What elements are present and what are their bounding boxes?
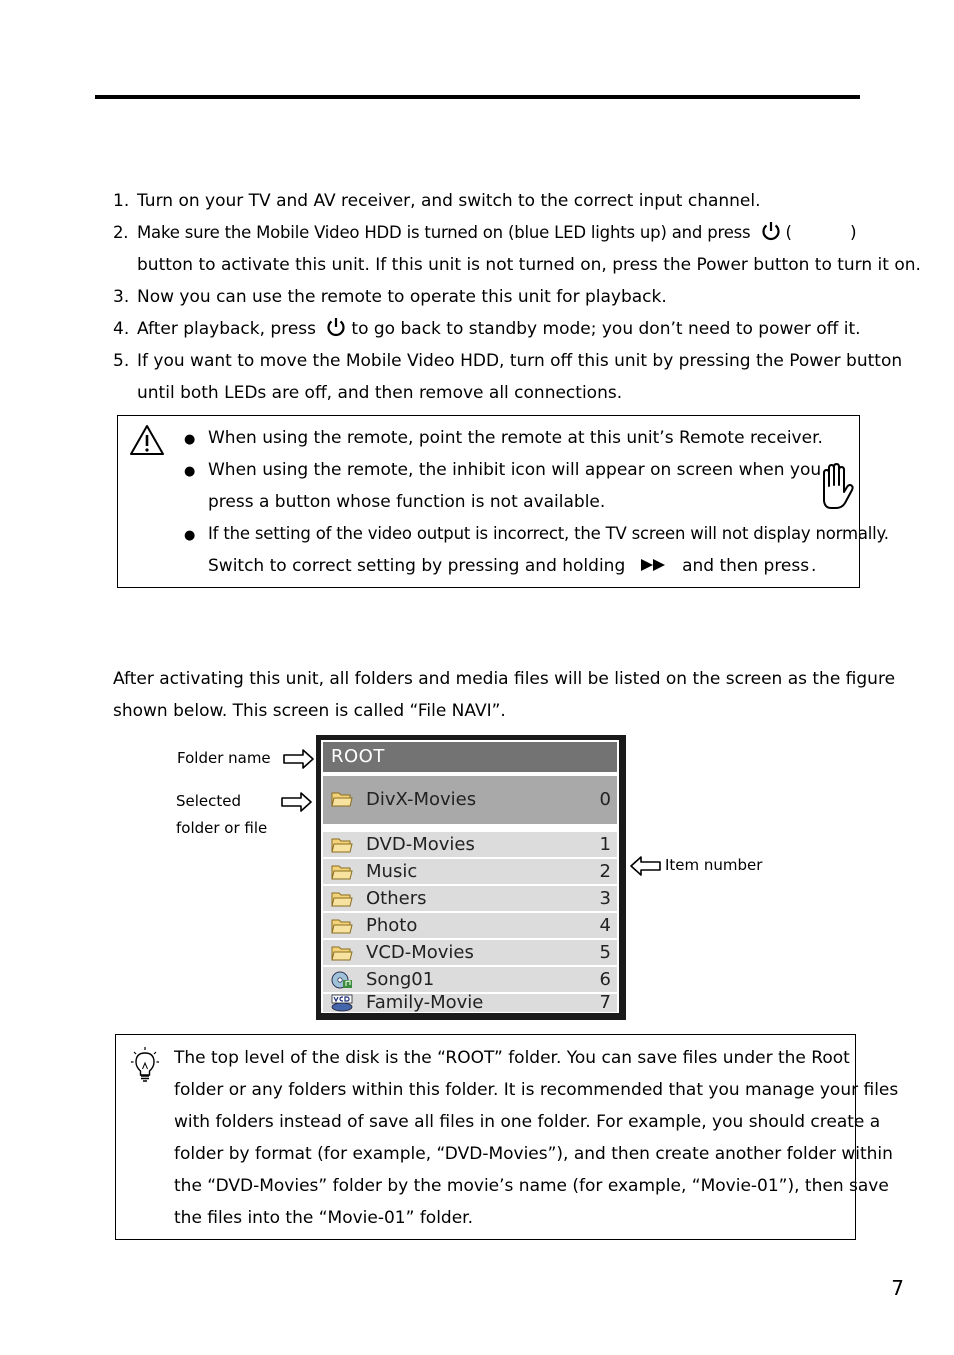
- intro-line-1: After activating this unit, all folders and media files will be listed on the screen as the figure: [113, 669, 896, 689]
- warning-bullet-3-continued: Switch to correct setting by pressing and holding and then press: [208, 550, 809, 582]
- tip-line-3: with folders instead of save all files in one folder. For example, you should create a: [174, 1112, 881, 1132]
- step-2: 2. Make sure the Mobile Video HDD is turned on (blue LED lights up) and press (: [113, 217, 863, 249]
- label-selected: Selected: [176, 792, 242, 810]
- arrow-left-icon: [629, 856, 661, 876]
- step-4: 4. After playback, press to go back to standby mode; you don’t need to power off it.: [113, 313, 863, 345]
- item-name: DVD-Movies: [366, 834, 475, 855]
- list-item[interactable]: [323, 940, 617, 965]
- folder-icon: [331, 836, 353, 854]
- item-number: 7: [599, 992, 611, 1013]
- list-item[interactable]: [323, 886, 617, 911]
- list-item[interactable]: [323, 994, 617, 1012]
- vcd-disc-icon: [331, 994, 353, 1012]
- label-folder-name: Folder name: [177, 749, 271, 767]
- list-item[interactable]: [323, 913, 617, 938]
- label-folder-or-file: folder or file: [176, 819, 268, 837]
- item-name: Music: [366, 861, 418, 882]
- selected-item[interactable]: [323, 776, 617, 824]
- file-navi-screen: [316, 735, 626, 1020]
- item-number: 6: [599, 969, 611, 990]
- step-5: 5. If you want to move the Mobile Video HDD, turn off this unit by pressing the Power button: [113, 351, 903, 371]
- warning-bullet-2: ● When using the remote, the inhibit icon will appear on screen when you: [184, 460, 822, 480]
- item-name: Family-Movie: [366, 992, 484, 1013]
- step-5-continued: until both LEDs are off, and then remove all connections.: [137, 383, 623, 403]
- item-name: Photo: [366, 915, 418, 936]
- fast-forward-icon: [639, 551, 669, 565]
- step-2-close-paren: ): [850, 223, 857, 243]
- list-item[interactable]: [323, 967, 617, 992]
- folder-name-header: ROOT: [323, 742, 617, 772]
- lightbulb-icon: [130, 1046, 160, 1084]
- warning-bullet-1: ● When using the remote, point the remote at this unit’s Remote receiver.: [184, 428, 823, 448]
- warning-bullet-3-period: .: [811, 556, 817, 576]
- power-icon: [325, 316, 347, 338]
- step-1: 1. Turn on your TV and AV receiver, and switch to the correct input channel.: [113, 191, 761, 211]
- label-item-number: Item number: [665, 856, 763, 874]
- tip-line-6: the files into the “Movie-01” folder.: [174, 1208, 474, 1228]
- item-number: 2: [599, 861, 611, 882]
- folder-icon: [331, 863, 353, 881]
- arrow-right-icon: [283, 749, 315, 769]
- folder-icon: [331, 890, 353, 908]
- folder-icon: [331, 917, 353, 935]
- item-number: 3: [599, 888, 611, 909]
- item-name: VCD-Movies: [366, 942, 474, 963]
- item-number: 5: [599, 942, 611, 963]
- warning-bullet-2-continued: press a button whose function is not available.: [208, 492, 606, 512]
- music-disc-icon: [331, 971, 353, 989]
- item-number: 0: [599, 789, 611, 810]
- item-number: 4: [599, 915, 611, 936]
- file-navi-list: [321, 740, 619, 1013]
- warning-triangle-icon: [129, 424, 165, 456]
- intro-line-2: shown below. This screen is called “File NAVI”.: [113, 701, 506, 721]
- list-item[interactable]: [323, 832, 617, 857]
- list-item[interactable]: [323, 859, 617, 884]
- step-2-continued: button to activate this unit. If this unit is not turned on, press the Power button to turn it on.: [137, 255, 921, 275]
- tip-line-1: The top level of the disk is the “ROOT” folder. You can save files under the Root: [174, 1048, 850, 1068]
- tip-line-4: folder by format (for example, “DVD-Movies”), and then create another folder within: [174, 1144, 893, 1164]
- power-icon: [760, 220, 782, 242]
- page-number: 7: [891, 1276, 904, 1300]
- item-name: Song01: [366, 969, 435, 990]
- warning-bullet-3: ● If the setting of the video output is incorrect, the TV screen will not display normally.: [184, 524, 889, 543]
- hand-stop-icon: [815, 462, 855, 510]
- arrow-right-icon: [281, 792, 313, 812]
- item-name: DivX-Movies: [366, 789, 477, 810]
- tip-line-5: the “DVD-Movies” folder by the movie’s name (for example, “Movie-01”), then save: [174, 1176, 889, 1196]
- step-3: 3. Now you can use the remote to operate this unit for playback.: [113, 287, 667, 307]
- item-name: Others: [366, 888, 427, 909]
- folder-icon: [331, 790, 353, 808]
- top-rule: [95, 95, 860, 99]
- tip-line-2: folder or any folders within this folder. It is recommended that you manage your files: [174, 1080, 899, 1100]
- folder-icon: [331, 944, 353, 962]
- item-number: 1: [599, 834, 611, 855]
